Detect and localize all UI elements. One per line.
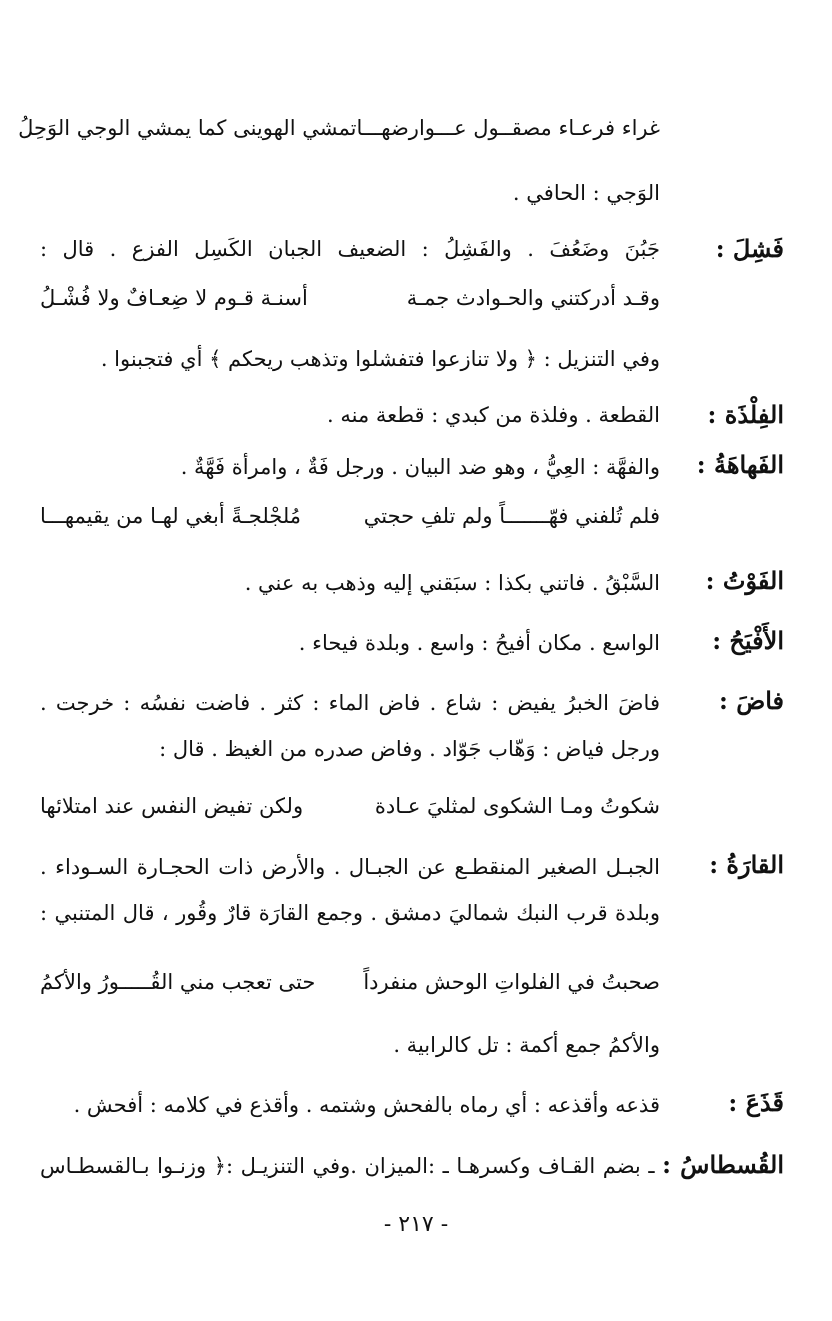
verse-hemistich-right: وقـد أدركتني والحـوادث جمـة bbox=[406, 286, 660, 310]
verse-hemistich-left: تمشي الهوينى كما يمشي الوجي الوَحِلُ bbox=[18, 116, 357, 140]
verse-hemistich-right: فلم تُلفني فهّـــــــاً ولم تلفِ حجتي bbox=[363, 504, 660, 528]
verse-hemistich-right: غراء فرعـاء مصقــول عـــوارضهـــا bbox=[356, 116, 660, 140]
verse-hemistich-left: ولكن تفيض النفس عند امتلائها bbox=[40, 794, 304, 818]
verse bbox=[40, 500, 660, 532]
entry-definition: الجبـل الصغير المنقطـع عن الجبـال . والأرض ذات الحجـارة السـوداء . bbox=[40, 855, 660, 879]
verse-hemistich-left: أسنـة قـوم لا ضِعـافٌ ولا فُشْـلُ bbox=[40, 286, 308, 310]
entry-definition: والفهَّة : العِيُّ ، وهو ضد البيان . ورجل فَةٌ ، وامرأة فَهَّةٌ . bbox=[180, 455, 660, 479]
entry-definition: الواسع . مكان أفيحُ : واسع . وبلدة فيحاء . bbox=[298, 631, 660, 655]
entry-definition: قذعه وأقذعه : أي رماه بالفحش وشتمه . وأقذع في كلامه : أفحش . bbox=[73, 1093, 660, 1117]
entry-term: الفَهاهَةُ : bbox=[696, 450, 784, 479]
verse-hemistich-right: شكوتُ ومـا الشكوى لمثليَ عـادة bbox=[374, 794, 660, 818]
entry-full-line bbox=[40, 1150, 784, 1181]
entry-definition: فاضَ الخبرُ يفيض : شاع . فاض الماء : كثر . فاضت نفسُه : خرجت . bbox=[40, 691, 660, 715]
entry-term: القارَةُ : bbox=[709, 850, 784, 879]
entry-term: الفِلْذَة : bbox=[707, 400, 784, 429]
verse-hemistich-right: صحبتُ في الفلواتِ الوحش منفرداً bbox=[363, 970, 660, 994]
verse bbox=[40, 966, 660, 998]
entry-definition: وفي التنزيل : ﴿ ولا تنازعوا فتفشلوا وتذهب ريحكم ﴾ أي فتجبنوا . bbox=[100, 347, 660, 371]
entry-definition: السَّبْقُ . فاتني بكذا : سبَقني إليه وذهب به عني . bbox=[244, 571, 660, 595]
entry-definition: جَبُنَ وضَعُفَ . والفَشِلُ : الضعيف الجبان الكَسِل الفزع . قال : bbox=[40, 237, 660, 261]
gloss-note: الوَجي : الحافي . bbox=[512, 181, 660, 205]
verse bbox=[40, 790, 660, 822]
entry-definition: ورجل فياض : وَهّاب جَوّاد . وفاض صدره من الغيظ . قال : bbox=[159, 737, 660, 761]
verse-hemistich-left: حتى تعجب مني القُـــــورُ والأكمُ bbox=[40, 970, 316, 994]
entry-term: فَشِلَ : bbox=[715, 234, 784, 263]
page-number: - ٢١٧ - bbox=[383, 1212, 449, 1237]
entry-term: القُسطاسُ : bbox=[662, 1150, 784, 1179]
entry-definition: والأكمُ جمع أكمة : تل كالرابية . bbox=[393, 1033, 660, 1057]
entry-term: فاضَ : bbox=[718, 686, 784, 715]
verse-hemistich-left: مُلجْلجـةً أبغي لهـا من يقيمهـــا bbox=[40, 504, 302, 528]
verse bbox=[40, 282, 660, 314]
verse bbox=[18, 112, 660, 144]
entry-term: الأَفْيَحُ : bbox=[712, 626, 784, 655]
entry-term: قَذَعَ : bbox=[728, 1088, 784, 1117]
entry-definition: وبلدة قرب النبك شماليَ دمشق . وجمع القارَة قارٌ وقُور ، قال المتنبي : bbox=[40, 901, 660, 925]
entry-definition: ـ بضم القـاف وكسرهـا ـ :الميزان .وفي التنزيـل :﴿ وزنـوا بـالقسطـاس bbox=[40, 1154, 655, 1178]
entry-term: الفَوْتُ : bbox=[705, 566, 784, 595]
entry-definition: القطعة . وفلذة من كبدي : قطعة منه . bbox=[327, 403, 660, 427]
